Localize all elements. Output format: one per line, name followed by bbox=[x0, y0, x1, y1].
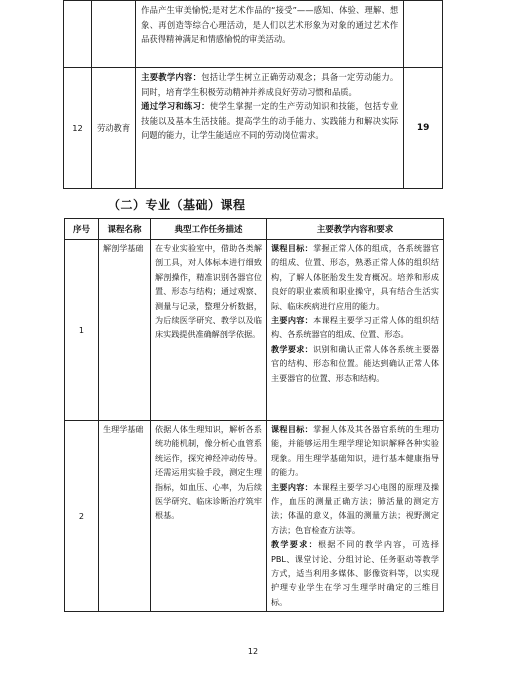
requirement-label: 教学要求： bbox=[271, 539, 319, 550]
content-text: 包括让学生树立正确劳动观念；具备一定劳动能力。同时，培育学生积极劳动精神并养成良好劳动习惯和品质。 bbox=[141, 72, 399, 97]
course-name: 生理学基础 bbox=[103, 424, 144, 434]
table-row bbox=[64, 1, 443, 68]
table-row bbox=[64, 68, 443, 189]
hours-value: 19 bbox=[404, 68, 443, 189]
row-number: 1 bbox=[65, 240, 99, 421]
table-header-row bbox=[65, 219, 444, 240]
section-title: （二）专业（基础）课程 bbox=[108, 198, 246, 212]
main-content bbox=[267, 421, 443, 611]
goal-label: 课程目标： bbox=[271, 243, 314, 253]
content-text: 本课程主要学习正常人体的组织结构、各系统器官的组成、位置、形态。 bbox=[271, 315, 439, 340]
goal-text: 掌握人体及其各器官系统的生理功能，并能够运用生理学理论知识解释各种实验现象。用生理学基础知识，进行基本健康指导的能力。 bbox=[271, 424, 439, 478]
header-main-content: 主要教学内容和要求 bbox=[267, 219, 444, 240]
method-text: 使学生掌握一定的生产劳动知识和技能，包括专业技能以及基本生活技能。提高学生的动手能力、实践能力和解决实际问题的能力，让学生能适应不同的劳动岗位需求。 bbox=[141, 101, 399, 141]
course-name: 解剖学基础 bbox=[103, 243, 144, 253]
method-label: 通过学习和练习： bbox=[141, 101, 210, 112]
goal-label: 课程目标： bbox=[271, 424, 314, 434]
requirement-text: 根据不同的教学内容，可选择PBL、课堂讨论、分组讨论、任务驱动等教学方式，适当利用多媒体、影像资料等，以实现护理专业学生在学习生理学时确定的三维目标。 bbox=[271, 539, 439, 607]
page-number: 12 bbox=[247, 647, 259, 656]
content-label: 主要内容： bbox=[271, 315, 314, 326]
main-content bbox=[267, 240, 443, 387]
course-description: 作品产生审美愉悦;是对艺术作品的“接受”——感知、体验、理解、想象、再创造等综合心理活动，是人们以艺术形象为对象的通过艺术作品获得精神满足和情感愉悦的审美活动。 bbox=[141, 5, 399, 45]
content-label: 主要教学内容： bbox=[141, 72, 202, 82]
table-row bbox=[65, 240, 444, 421]
general-courses-table-continued bbox=[63, 0, 443, 189]
header-number: 序号 bbox=[65, 219, 99, 240]
course-name: 劳动教育 bbox=[91, 68, 135, 189]
task-description: 依据人体生理知识，解析各系统功能机制，像分析心血管系统运作，探究神经冲动传导。还需运用实验手段，测定生理指标，如血压、心率，为后续医学研究、临床诊断治疗筑牢根基。 bbox=[155, 424, 262, 521]
requirement-text: 识别和确认正常人体各系统主要器官的结构、形态和位置。能达到确认正常人体主要器官的位置、形态和结构。 bbox=[271, 343, 439, 383]
professional-courses-table bbox=[64, 218, 444, 612]
header-task-description: 典型工作任务描述 bbox=[151, 219, 267, 240]
course-description bbox=[136, 68, 403, 146]
content-text: 本课程主要学习心电图的原理及操作，血压的测量正确方法；肺活量的测定方法；体温的意义，体温的测量方法；视野测定方法；色盲检查方法等。 bbox=[271, 481, 439, 535]
row-number: 2 bbox=[65, 421, 99, 612]
task-description: 在专业实验室中，借助各类解剖工具，对人体标本进行细致解剖操作，精准识别各器官位置、形态与结构；通过观察、测量与记录，整理分析数据，为后续医学研究、教学以及临床实践提供准确解剖学依据。 bbox=[155, 243, 262, 340]
table-row bbox=[65, 421, 444, 612]
header-course-name: 课程名称 bbox=[99, 219, 151, 240]
row-number: 12 bbox=[64, 68, 92, 189]
content-label: 主要内容： bbox=[271, 481, 314, 492]
goal-text: 掌握正常人体的组成，各系统器官的组成、位置、形态，熟悉正常人体的组织结构，了解人体胚胎发生发育概况。培养和形成良好的职业素质和职业操守，具有结合生活实际、临床疾病进行应用的能力。 bbox=[271, 243, 439, 311]
requirement-label: 教学要求： bbox=[271, 343, 314, 354]
